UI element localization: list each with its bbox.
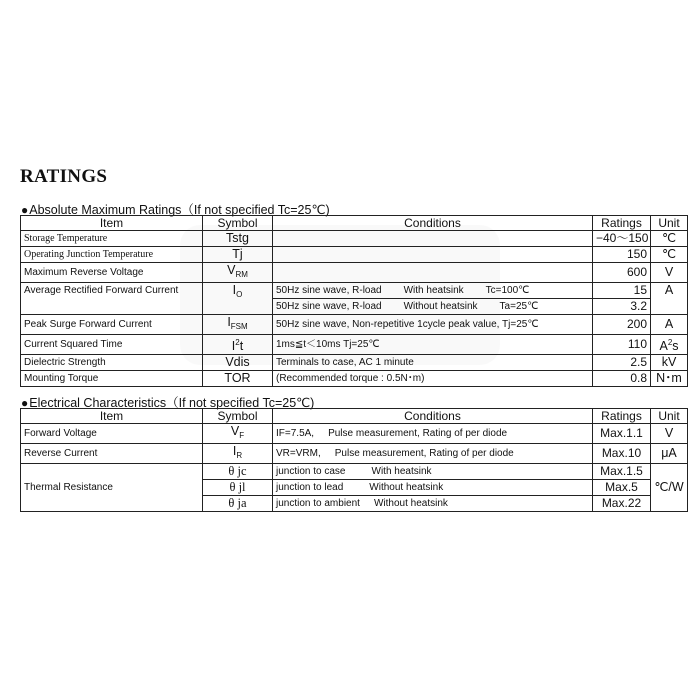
item-cell: Forward Voltage bbox=[21, 424, 203, 444]
rating-cell: 600 bbox=[593, 263, 651, 283]
symbol-cell: θ jl bbox=[203, 480, 273, 496]
conditions-part: Without heatsink bbox=[373, 498, 448, 509]
table-row bbox=[21, 315, 688, 335]
item-cell: Dielectric Strength bbox=[21, 355, 203, 371]
unit-cell: V bbox=[651, 263, 688, 283]
header-conditions: Conditions bbox=[273, 216, 593, 231]
header-conditions: Conditions bbox=[273, 409, 593, 424]
rating-cell: 110 bbox=[593, 335, 651, 355]
conditions-cell bbox=[273, 496, 593, 512]
symbol-subscript: FSM bbox=[230, 322, 248, 331]
table-row bbox=[21, 283, 688, 299]
conditions-cell: 1ms≦t＜10ms Tj=25℃ bbox=[273, 335, 593, 355]
table-row bbox=[21, 424, 688, 444]
table-row bbox=[21, 231, 688, 247]
conditions-part: Pulse measurement, Rating of per diode bbox=[334, 448, 514, 459]
conditions-part: With heatsink bbox=[403, 285, 464, 296]
symbol-cell bbox=[203, 315, 273, 335]
table-row bbox=[21, 263, 688, 283]
header-symbol: Symbol bbox=[203, 216, 273, 231]
conditions-cell bbox=[273, 247, 593, 263]
unit-cell: ℃ bbox=[651, 247, 688, 263]
header-unit: Unit bbox=[651, 216, 688, 231]
unit-cell: kV bbox=[651, 355, 688, 371]
bullet-icon: ● bbox=[21, 396, 29, 410]
unit-main: A bbox=[659, 339, 668, 353]
rating-cell: −40〜150 bbox=[593, 231, 651, 247]
conditions-part: 50Hz sine wave, R-load bbox=[276, 285, 382, 296]
electrical-heading-text: Electrical Characteristics（If not specified Tc=25℃) bbox=[29, 396, 315, 410]
table-row bbox=[21, 371, 688, 387]
rating-cell: 3.2 bbox=[593, 299, 651, 315]
item-cell: Reverse Current bbox=[21, 444, 203, 464]
conditions-part: 50Hz sine wave, R-load bbox=[276, 301, 382, 312]
conditions-cell bbox=[273, 424, 593, 444]
conditions-cell bbox=[273, 231, 593, 247]
item-cell: Peak Surge Forward Current bbox=[21, 315, 203, 335]
unit-cell: ℃ bbox=[651, 231, 688, 247]
conditions-part: IF=7.5A, bbox=[276, 428, 315, 439]
unit-superscript: 2 bbox=[667, 338, 673, 347]
conditions-part: Tc=100℃ bbox=[485, 285, 530, 296]
conditions-cell bbox=[273, 480, 593, 496]
rating-cell: 200 bbox=[593, 315, 651, 335]
absolute-max-ratings-table bbox=[20, 215, 688, 387]
symbol-tail: t bbox=[239, 339, 244, 353]
rating-cell: 150 bbox=[593, 247, 651, 263]
conditions-part: Without heatsink bbox=[403, 301, 478, 312]
conditions-part: Without heatsink bbox=[369, 482, 444, 493]
conditions-part: junction to case bbox=[276, 466, 346, 477]
table-row bbox=[21, 464, 688, 480]
symbol-cell bbox=[203, 424, 273, 444]
conditions-part: Pulse measurement, Rating of per diode bbox=[328, 428, 508, 439]
symbol-main: I bbox=[232, 444, 237, 458]
symbol-cell: Tstg bbox=[203, 231, 273, 247]
conditions-cell: 50Hz sine wave, Non-repetitive 1cycle peak value, Tj=25℃ bbox=[273, 315, 593, 335]
conditions-cell bbox=[273, 464, 593, 480]
symbol-main: I bbox=[227, 315, 231, 329]
item-cell: Average Rectified Forward Current bbox=[21, 283, 203, 315]
symbol-superscript: 2 bbox=[235, 338, 240, 347]
unit-cell bbox=[651, 335, 688, 355]
item-cell: Thermal Resistance bbox=[21, 464, 203, 512]
symbol-cell: Vdis bbox=[203, 355, 273, 371]
rating-cell: Max.10 bbox=[593, 444, 651, 464]
header-symbol: Symbol bbox=[203, 409, 273, 424]
item-cell: Mounting Torque bbox=[21, 371, 203, 387]
rating-cell: 2.5 bbox=[593, 355, 651, 371]
table-row bbox=[21, 355, 688, 371]
table-row bbox=[21, 335, 688, 355]
unit-tail: s bbox=[672, 339, 679, 353]
table-header-row bbox=[21, 409, 688, 424]
rating-cell: Max.22 bbox=[593, 496, 651, 512]
symbol-main: V bbox=[230, 424, 240, 438]
absolute-heading-text: Absolute Maximum Ratings（If not specified Tc=25℃) bbox=[29, 203, 330, 217]
item-cell: Operating Junction Temperature bbox=[21, 247, 203, 263]
header-ratings: Ratings bbox=[593, 409, 651, 424]
header-item: Item bbox=[21, 216, 203, 231]
conditions-part: VR=VRM, bbox=[276, 448, 321, 459]
conditions-part: Ta=25℃ bbox=[499, 301, 539, 312]
unit-cell: A bbox=[651, 315, 688, 335]
symbol-cell: Tj bbox=[203, 247, 273, 263]
conditions-cell: Terminals to case, AC 1 minute bbox=[273, 355, 593, 371]
symbol-subscript: R bbox=[236, 451, 243, 460]
header-ratings: Ratings bbox=[593, 216, 651, 231]
symbol-subscript: RM bbox=[235, 270, 248, 279]
unit-cell: ℃/W bbox=[651, 464, 688, 512]
symbol-main: V bbox=[227, 263, 236, 277]
unit-cell: μA bbox=[651, 444, 688, 464]
table-row bbox=[21, 444, 688, 464]
conditions-part: With heatsink bbox=[371, 466, 432, 477]
item-cell: Current Squared Time bbox=[21, 335, 203, 355]
page-title: RATINGS bbox=[20, 166, 108, 187]
unit-cell: A bbox=[651, 283, 688, 315]
unit-cell: N･m bbox=[651, 371, 688, 387]
conditions-cell bbox=[273, 263, 593, 283]
rating-cell: Max.1.1 bbox=[593, 424, 651, 444]
conditions-cell: (Recommended torque : 0.5N･m) bbox=[273, 371, 593, 387]
symbol-subscript: O bbox=[236, 290, 243, 299]
rating-cell: Max.5 bbox=[593, 480, 651, 496]
conditions-cell bbox=[273, 444, 593, 464]
conditions-cell bbox=[273, 299, 593, 315]
electrical-characteristics-table bbox=[20, 408, 688, 512]
conditions-cell bbox=[273, 283, 593, 299]
symbol-main: I bbox=[232, 283, 237, 297]
symbol-cell: TOR bbox=[203, 371, 273, 387]
conditions-part: junction to ambient bbox=[276, 498, 360, 509]
symbol-cell bbox=[203, 263, 273, 283]
symbol-cell: θ jc bbox=[203, 464, 273, 480]
symbol-cell bbox=[203, 283, 273, 315]
rating-cell: Max.1.5 bbox=[593, 464, 651, 480]
rating-cell: 0.8 bbox=[593, 371, 651, 387]
table-header-row bbox=[21, 216, 688, 231]
symbol-subscript: F bbox=[239, 431, 245, 440]
symbol-cell: θ ja bbox=[203, 496, 273, 512]
bullet-icon: ● bbox=[21, 203, 29, 217]
unit-cell: V bbox=[651, 424, 688, 444]
symbol-cell bbox=[203, 444, 273, 464]
item-cell: Storage Temperature bbox=[21, 231, 203, 247]
symbol-main: I bbox=[231, 339, 236, 353]
item-cell: Maximum Reverse Voltage bbox=[21, 263, 203, 283]
header-item: Item bbox=[21, 409, 203, 424]
conditions-part: junction to lead bbox=[276, 482, 344, 493]
rating-cell: 15 bbox=[593, 283, 651, 299]
symbol-cell bbox=[203, 335, 273, 355]
header-unit: Unit bbox=[651, 409, 688, 424]
table-row bbox=[21, 247, 688, 263]
